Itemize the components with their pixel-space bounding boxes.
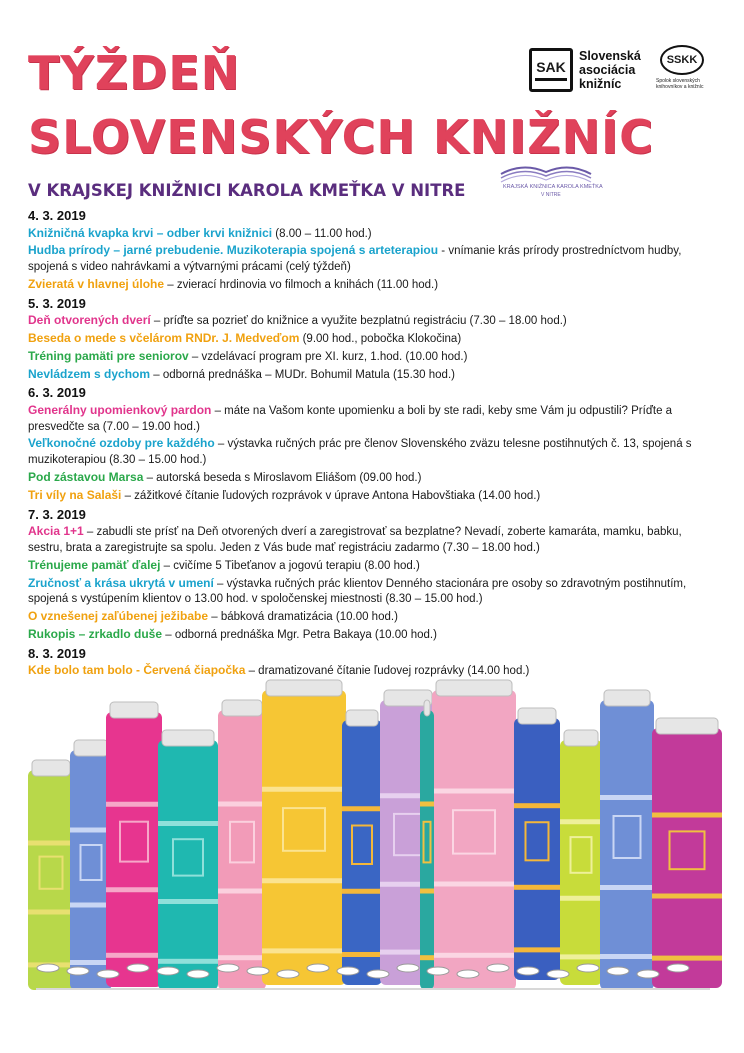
book-spine (342, 710, 382, 985)
shoe-shape (487, 964, 509, 972)
library-name: V KRAJSKEJ KNIŽNICI KAROLA KMEŤKA V NITRE (28, 181, 466, 200)
event-item (28, 558, 718, 575)
event-item (28, 367, 718, 384)
open-book-icon (493, 160, 599, 184)
day-date: 8. 3. 2019 (28, 645, 86, 661)
shoe-shape (217, 964, 239, 972)
event-item (28, 243, 718, 276)
event-description: (9.00 hod., pobočka Klokočina) (299, 332, 462, 345)
day-date: 6. 3. 2019 (28, 385, 86, 401)
event-description: – dramatizované čítanie ľudovej rozprávky (14.00 hod.) (245, 665, 530, 678)
shoe-shape (547, 970, 569, 978)
event-title: Trénujeme pamäť ďalej (28, 557, 161, 572)
shoe-shape (307, 964, 329, 972)
event-title: O vznešenej zaľúbenej ježibabe (28, 609, 209, 624)
event-title: Hudba prírody – jarné prebudenie. Muzikoterapia spojená s arteterapiou (28, 243, 439, 258)
sak-logo-text (579, 49, 641, 91)
event-description: – máte na Vašom konte upomienku a boli by ste radi, keby sme Vám ju odpustili? Príďte a presvedčte sa (7.00 – 19.00 hod.) (28, 404, 673, 433)
event-item (28, 277, 718, 294)
book-spine (262, 680, 346, 985)
shoe-shape (397, 964, 419, 972)
book-spine (420, 700, 434, 990)
event-description: – zabudli ste prísť na Deň otvorených dverí a zaregistrovať sa bezplatne? Nevadí, zoberte kamaráta, mamku, babku, sestru, brata a zaregistrujte sa spolu. Jeden z Vás bude mať registráciu zadarmo (7.30 – 18.00 hod.) (28, 526, 682, 554)
shoe-shape (367, 970, 389, 978)
book-spine (514, 708, 560, 980)
event-title: Deň otvorených dverí (28, 313, 151, 328)
poster-title-line2: SLOVENSKÝCH KNIŽNÍC (28, 110, 654, 164)
day-date: 7. 3. 2019 (28, 506, 86, 522)
sskk-mark: SSKK (660, 45, 704, 75)
event-item (28, 470, 718, 487)
event-description: – vzdelávací program pre XI. kurz, 1.hod. (10.00 hod.) (188, 350, 468, 363)
event-item (28, 524, 718, 557)
sskk-logo (656, 45, 712, 95)
books-illustration (0, 660, 744, 1000)
event-title: Akcia 1+1 (28, 524, 84, 539)
shoe-shape (97, 970, 119, 978)
event-item (28, 576, 718, 609)
event-item (28, 436, 718, 469)
event-title: Zvieratá v hlavnej úlohe (28, 276, 165, 291)
sak-mark-text: SAK (536, 59, 566, 75)
event-description: (8.00 – 11.00 hod.) (272, 227, 372, 240)
shoe-shape (37, 964, 59, 972)
sak-line2: asociácia (579, 63, 636, 77)
book-spine (70, 740, 112, 990)
event-title: Nevládzem s dychom (28, 366, 151, 381)
event-title: Zručnosť a krása ukrytá v umení (28, 575, 214, 590)
poster-title-line1: TÝŽDEŇ (28, 46, 241, 100)
shoe-shape (337, 967, 359, 975)
event-item (28, 349, 718, 366)
shoe-shape (457, 970, 479, 978)
kkn-logo (493, 160, 603, 200)
shoe-shape (127, 964, 149, 972)
event-item (28, 331, 718, 348)
shoe-shape (247, 967, 269, 975)
event-title: Beseda o mede s včelárom RNDr. J. Medveďom (28, 330, 300, 345)
day-date: 4. 3. 2019 (28, 208, 86, 223)
kkn-line1: KRAJSKÁ KNIŽNICA KAROLA KMEŤKA (503, 184, 603, 190)
shoe-shape (67, 967, 89, 975)
event-title: Generálny upomienkový pardon (28, 402, 212, 417)
event-description: – odborná prednáška – MUDr. Bohumil Matula (15.30 hod.) (150, 368, 455, 381)
sak-logo (529, 45, 649, 95)
event-description: – zážitkové čítanie ľudových rozprávok v úprave Antona Habovštiaka (14.00 hod.) (121, 489, 541, 502)
event-title: Tréning pamäti pre seniorov (28, 348, 189, 363)
event-description: – autorská beseda s Miroslavom Eliášom (09.00 hod.) (143, 472, 422, 485)
event-item (28, 627, 718, 644)
event-title: Veľkonočné ozdoby pre každého (28, 436, 215, 451)
program-list (28, 206, 718, 681)
book-spine (600, 690, 654, 990)
event-description: – odborná prednáška Mgr. Petra Bakaya (10.00 hod.) (162, 628, 437, 641)
event-title: Kde bolo tam bolo - Červená čiapočka (28, 663, 246, 678)
shoe-shape (637, 970, 659, 978)
book-spine (652, 718, 722, 988)
event-description: – bábková dramatizácia (10.00 hod.) (208, 611, 398, 624)
event-title: Rukopis – zrkadlo duše (28, 626, 163, 641)
event-description: – cvičíme 5 Tibeťanov a jogovú terapiu (8.00 hod.) (160, 559, 420, 572)
shoe-shape (517, 967, 539, 975)
book-spine (560, 730, 602, 985)
book-spine (106, 702, 162, 987)
book-spine (432, 680, 516, 990)
event-item (28, 313, 718, 330)
shoe-shape (187, 970, 209, 978)
event-description: – výstavka ručných prác pre členov Slovenského zväzu telesne postihnutých č. 13, spojená s muzikoterapiou (8.30 – 15.00 hod.) (28, 438, 692, 467)
divider (36, 988, 710, 990)
shoe-shape (667, 964, 689, 972)
shoe-shape (277, 970, 299, 978)
event-description: – výstavka ručných prác klientov Denného stacionára pre osoby so zdravotným postihnutím, spojená s vystúpením klientov o 13.00 hod. v spoločenskej miestnosti (8.30 – 15.00 hod.) (28, 577, 687, 606)
event-title: Tri víly na Salaši (28, 487, 122, 502)
sskk-line1: Spolok slovenských (656, 78, 700, 84)
sak-mark-bar (535, 78, 567, 81)
shoe-shape (157, 967, 179, 975)
event-item (28, 488, 718, 505)
book-spine (28, 760, 74, 990)
event-description: – zvierací hrdinovia vo filmoch a knihách (11.00 hod.) (164, 278, 439, 291)
sak-line3: knižníc (579, 77, 622, 91)
sskk-logo-text (656, 78, 712, 90)
book-spine (218, 700, 266, 990)
kkn-line2: V NITRE (541, 192, 561, 198)
day-date: 5. 3. 2019 (28, 295, 86, 311)
sak-mark (529, 48, 573, 92)
event-description: - vnímanie krás prírody prostredníctvom hudby, spojená s video nahrávkami a výtvarnými prácami (celý týždeň) (28, 245, 682, 274)
event-item (28, 403, 718, 436)
book-spine (158, 730, 218, 990)
event-description: – príďte sa pozrieť do knižnice a využite bezplatnú registráciu (7.30 – 18.00 hod.) (150, 315, 567, 328)
shoe-shape (577, 964, 599, 972)
event-title: Knižničná kvapka krvi – odber krvi knižnici (28, 225, 273, 240)
event-title: Pod zástavou Marsa (28, 470, 144, 485)
sak-line1: Slovenská (579, 49, 641, 63)
shoe-shape (607, 967, 629, 975)
event-item (28, 226, 718, 243)
shoe-shape (427, 967, 449, 975)
event-item (28, 609, 718, 626)
sskk-line2: knihovníkov a knižníc (656, 84, 704, 90)
